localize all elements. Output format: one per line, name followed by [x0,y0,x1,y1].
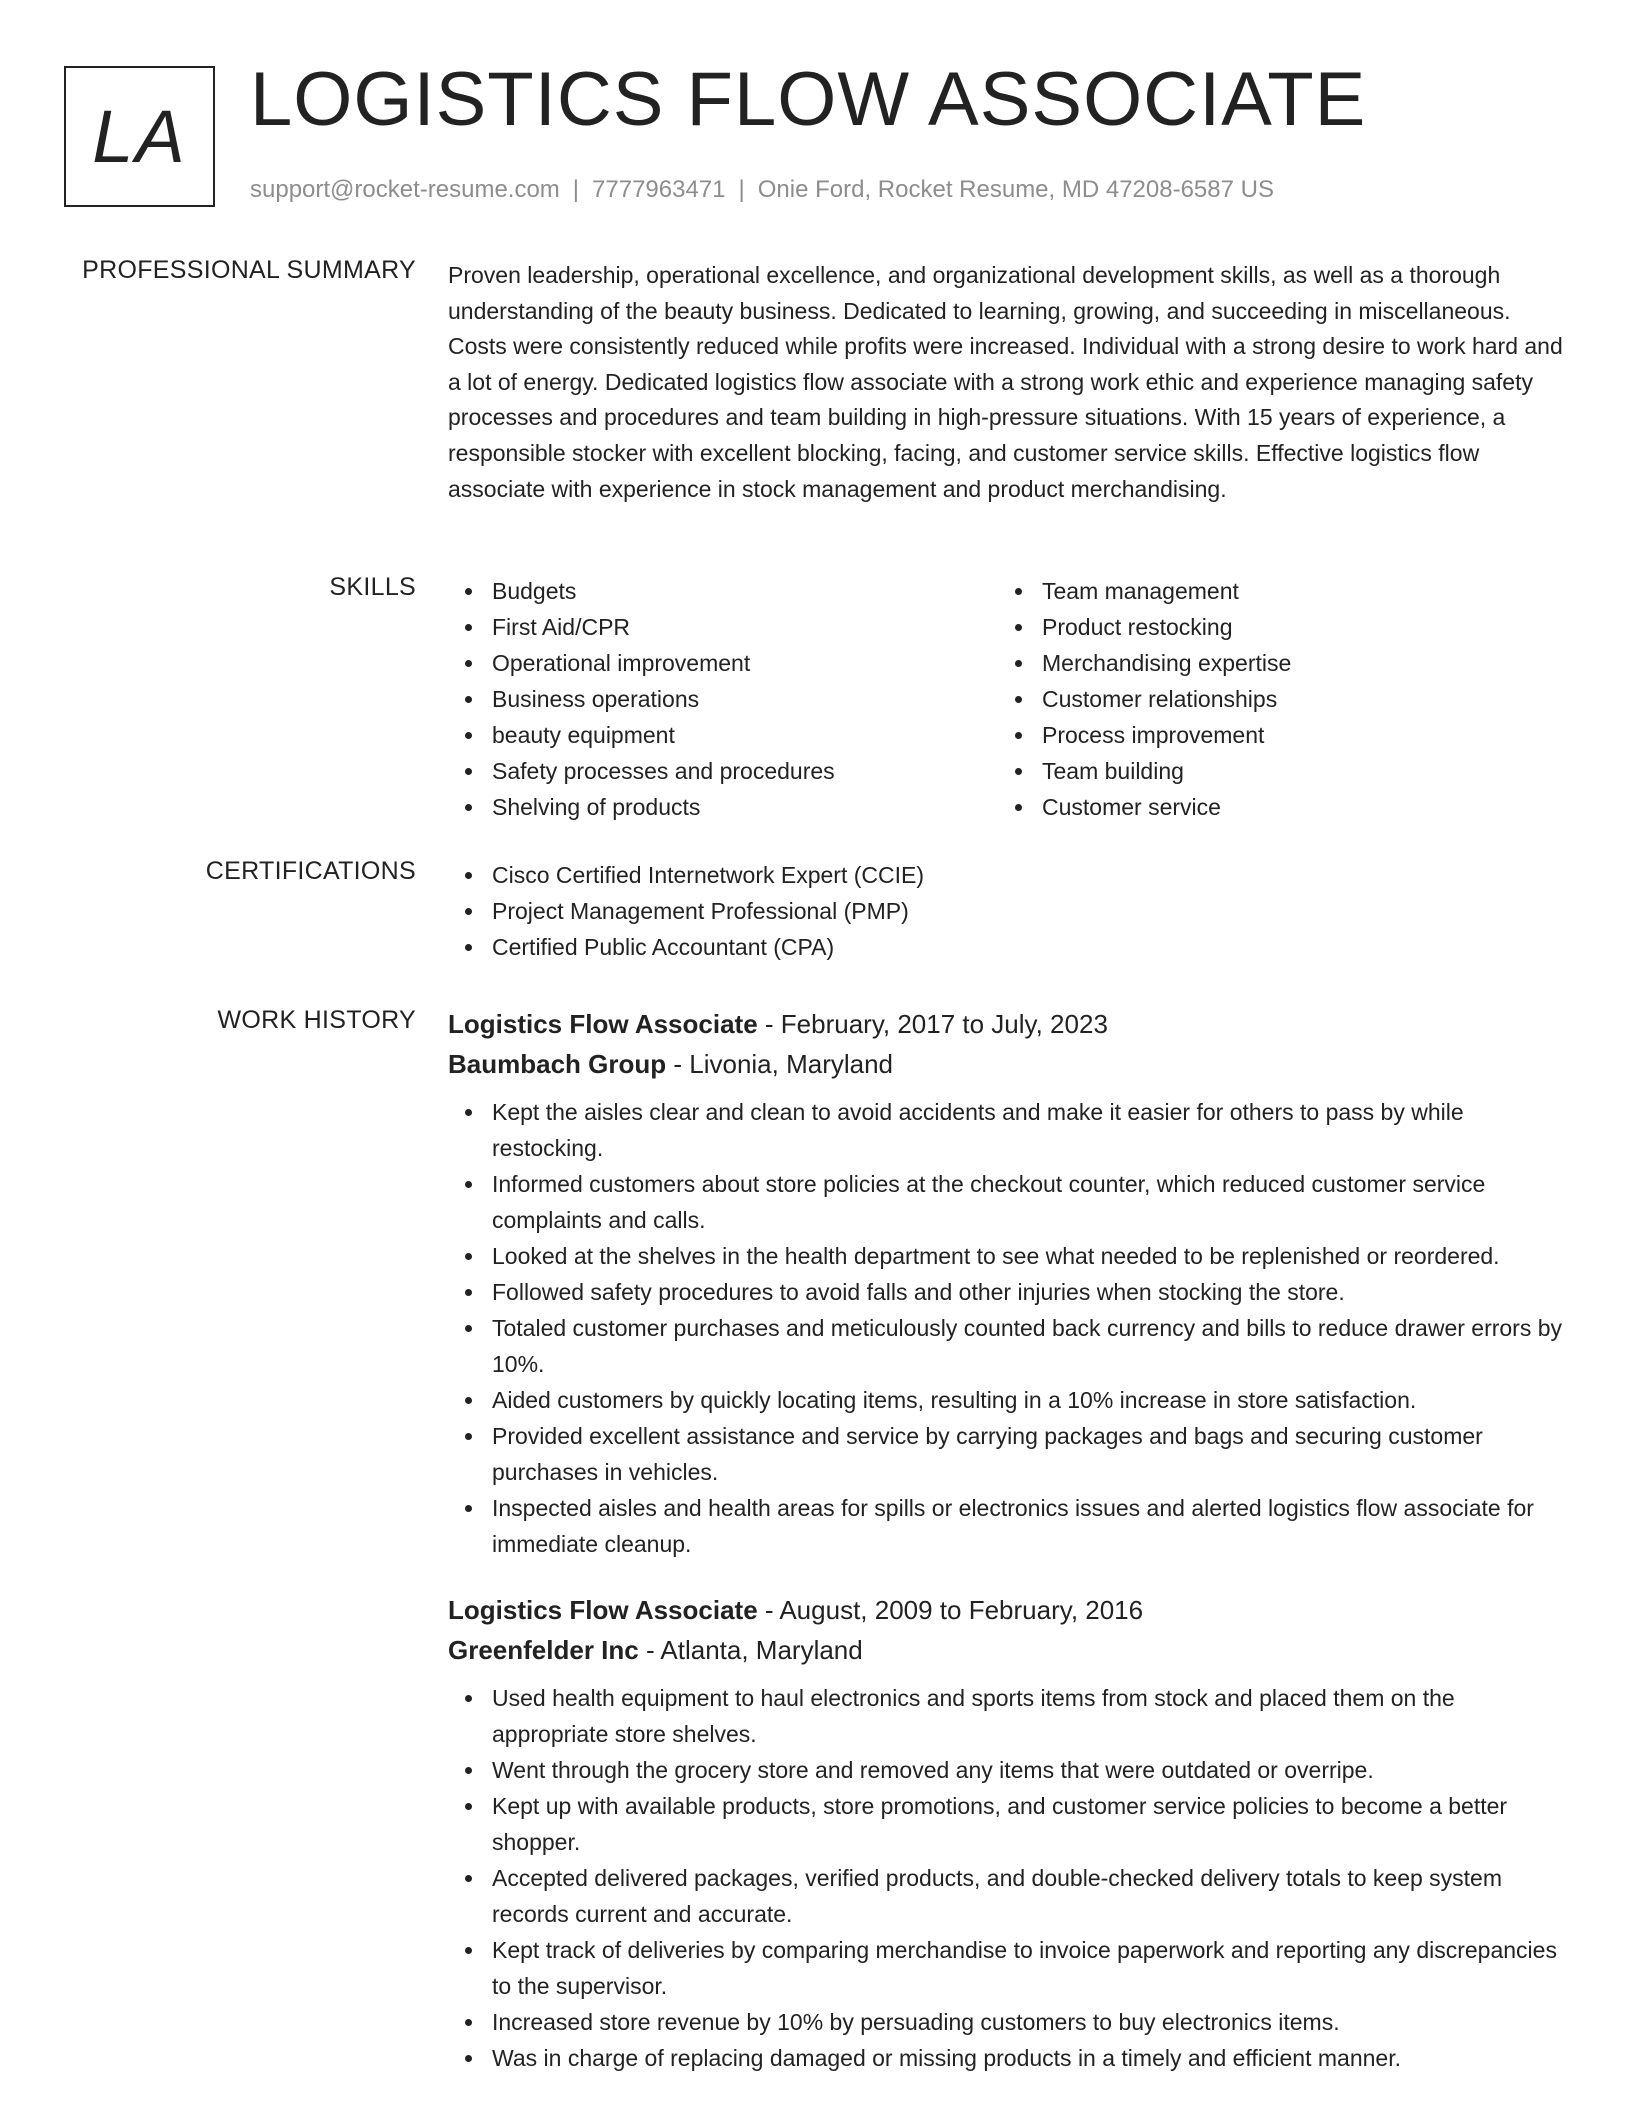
work-history-body [448,1004,1568,2076]
summary-body [448,258,1568,507]
job-location: - Livonia, Maryland [666,1049,894,1079]
job-bullet: Totaled customer purchases and meticulously counted back currency and bills to reduce drawer errors by 10%. [448,1310,1568,1382]
job-bullet: Followed safety procedures to avoid falls and other injuries when stocking the store. [448,1274,1568,1310]
job-company-line [448,1630,1568,1670]
job-bullet: Aided customers by quickly locating items, resulting in a 10% increase in store satisfaction. [448,1382,1568,1418]
job-entry [448,1590,1568,2076]
certifications-heading: CERTIFICATIONS [205,857,416,885]
job-company-line [448,1044,1568,1084]
certification-item: Certified Public Accountant (CPA) [448,929,1568,965]
job-bullet: Increased store revenue by 10% by persuading customers to buy electronics items. [448,2004,1568,2040]
job-entry [448,1004,1568,1562]
skill-item: Product restocking [998,609,1548,645]
skill-item: Team management [998,573,1548,609]
job-bullet: Accepted delivered packages, verified products, and double-checked delivery totals to keep system records current and accurate. [448,1860,1568,1932]
monogram-initials: LA [92,95,187,178]
job-company: Greenfelder Inc [448,1635,639,1665]
job-dates: - August, 2009 to February, 2016 [757,1595,1144,1625]
skill-item: Budgets [448,573,998,609]
resume-title: LOGISTICS FLOW ASSOCIATE [250,57,1367,142]
job-bullet: Kept the aisles clear and clean to avoid accidents and make it easier for others to pass by while restocking. [448,1094,1568,1166]
job-bullet: Informed customers about store policies at the checkout counter, which reduced customer service complaints and calls. [448,1166,1568,1238]
contact-email: support@rocket-resume.com [250,176,560,203]
job-title: Logistics Flow Associate [448,1595,758,1625]
skills-body [448,573,1568,825]
job-bullet: Kept up with available products, store promotions, and customer service policies to become a better shopper. [448,1788,1568,1860]
certification-item: Project Management Professional (PMP) [448,893,1568,929]
contact-line [250,176,1274,204]
skills-column-left [448,573,998,825]
job-bullet-list [448,1680,1568,2076]
contact-separator: | [572,176,580,203]
skills-column-right [998,573,1548,825]
contact-phone: 7777963471 [592,176,726,203]
work-history-heading: WORK HISTORY [217,1006,416,1034]
job-bullet: Looked at the shelves in the health department to see what needed to be replenished or reordered. [448,1238,1568,1274]
skills-list-right [998,573,1548,825]
skill-item: Safety processes and procedures [448,753,998,789]
job-location: - Atlanta, Maryland [638,1635,863,1665]
monogram-badge [64,66,215,207]
skill-item: Business operations [448,681,998,717]
skills-heading: SKILLS [329,573,416,601]
skill-item: Customer service [998,789,1548,825]
job-bullet: Kept track of deliveries by comparing merchandise to invoice paperwork and reporting any discrepancies to the supervisor. [448,1932,1568,2004]
job-bullet: Inspected aisles and health areas for spills or electronics issues and alerted logistics flow associate for immediate cleanup. [448,1490,1568,1562]
skill-item: Merchandising expertise [998,645,1548,681]
summary-heading: PROFESSIONAL SUMMARY [82,256,416,284]
job-bullet: Provided excellent assistance and service by carrying packages and bags and securing customer purchases in vehicles. [448,1418,1568,1490]
certifications-body [448,857,1568,965]
job-bullet: Was in charge of replacing damaged or missing products in a timely and efficient manner. [448,2040,1568,2076]
contact-separator: | [738,176,745,203]
summary-text: Proven leadership, operational excellence, and organizational development skills, as well as a thorough understanding of the beauty business. Dedicated to learning, growing, and succeeding in miscellaneous. Costs were consistently reduced while profits were increased. Individual with a strong desire to work hard and a lot of energy. Dedicated logistics flow associate with a strong work ethic and experience managing safety processes and procedures and team building in high-pressure situations. With 15 years of experience, a responsible stocker with excellent blocking, facing, and customer service skills. Effective logistics flow associate with experience in stock management and product merchandising. [448,262,1563,502]
job-bullet: Used health equipment to haul electronics and sports items from stock and placed them on the appropriate store shelves. [448,1680,1568,1752]
skill-item: Operational improvement [448,645,998,681]
skill-item: beauty equipment [448,717,998,753]
job-company: Baumbach Group [448,1049,667,1079]
job-bullet: Went through the grocery store and removed any items that were outdated or overripe. [448,1752,1568,1788]
job-bullet-list [448,1094,1568,1562]
skill-item: Team building [998,753,1548,789]
certifications-list [448,857,1568,965]
skill-item: Process improvement [998,717,1548,753]
certification-item: Cisco Certified Internetwork Expert (CCIE) [448,857,1568,893]
job-title-line [448,1004,1568,1044]
job-title-line [448,1590,1568,1630]
skill-item: First Aid/CPR [448,609,998,645]
skill-item: Shelving of products [448,789,998,825]
skill-item: Customer relationships [998,681,1548,717]
skills-list-left [448,573,998,825]
job-dates: - February, 2017 to July, 2023 [757,1009,1108,1039]
job-title: Logistics Flow Associate [448,1009,758,1039]
contact-address: Onie Ford, Rocket Resume, MD 47208-6587 US [757,176,1274,203]
